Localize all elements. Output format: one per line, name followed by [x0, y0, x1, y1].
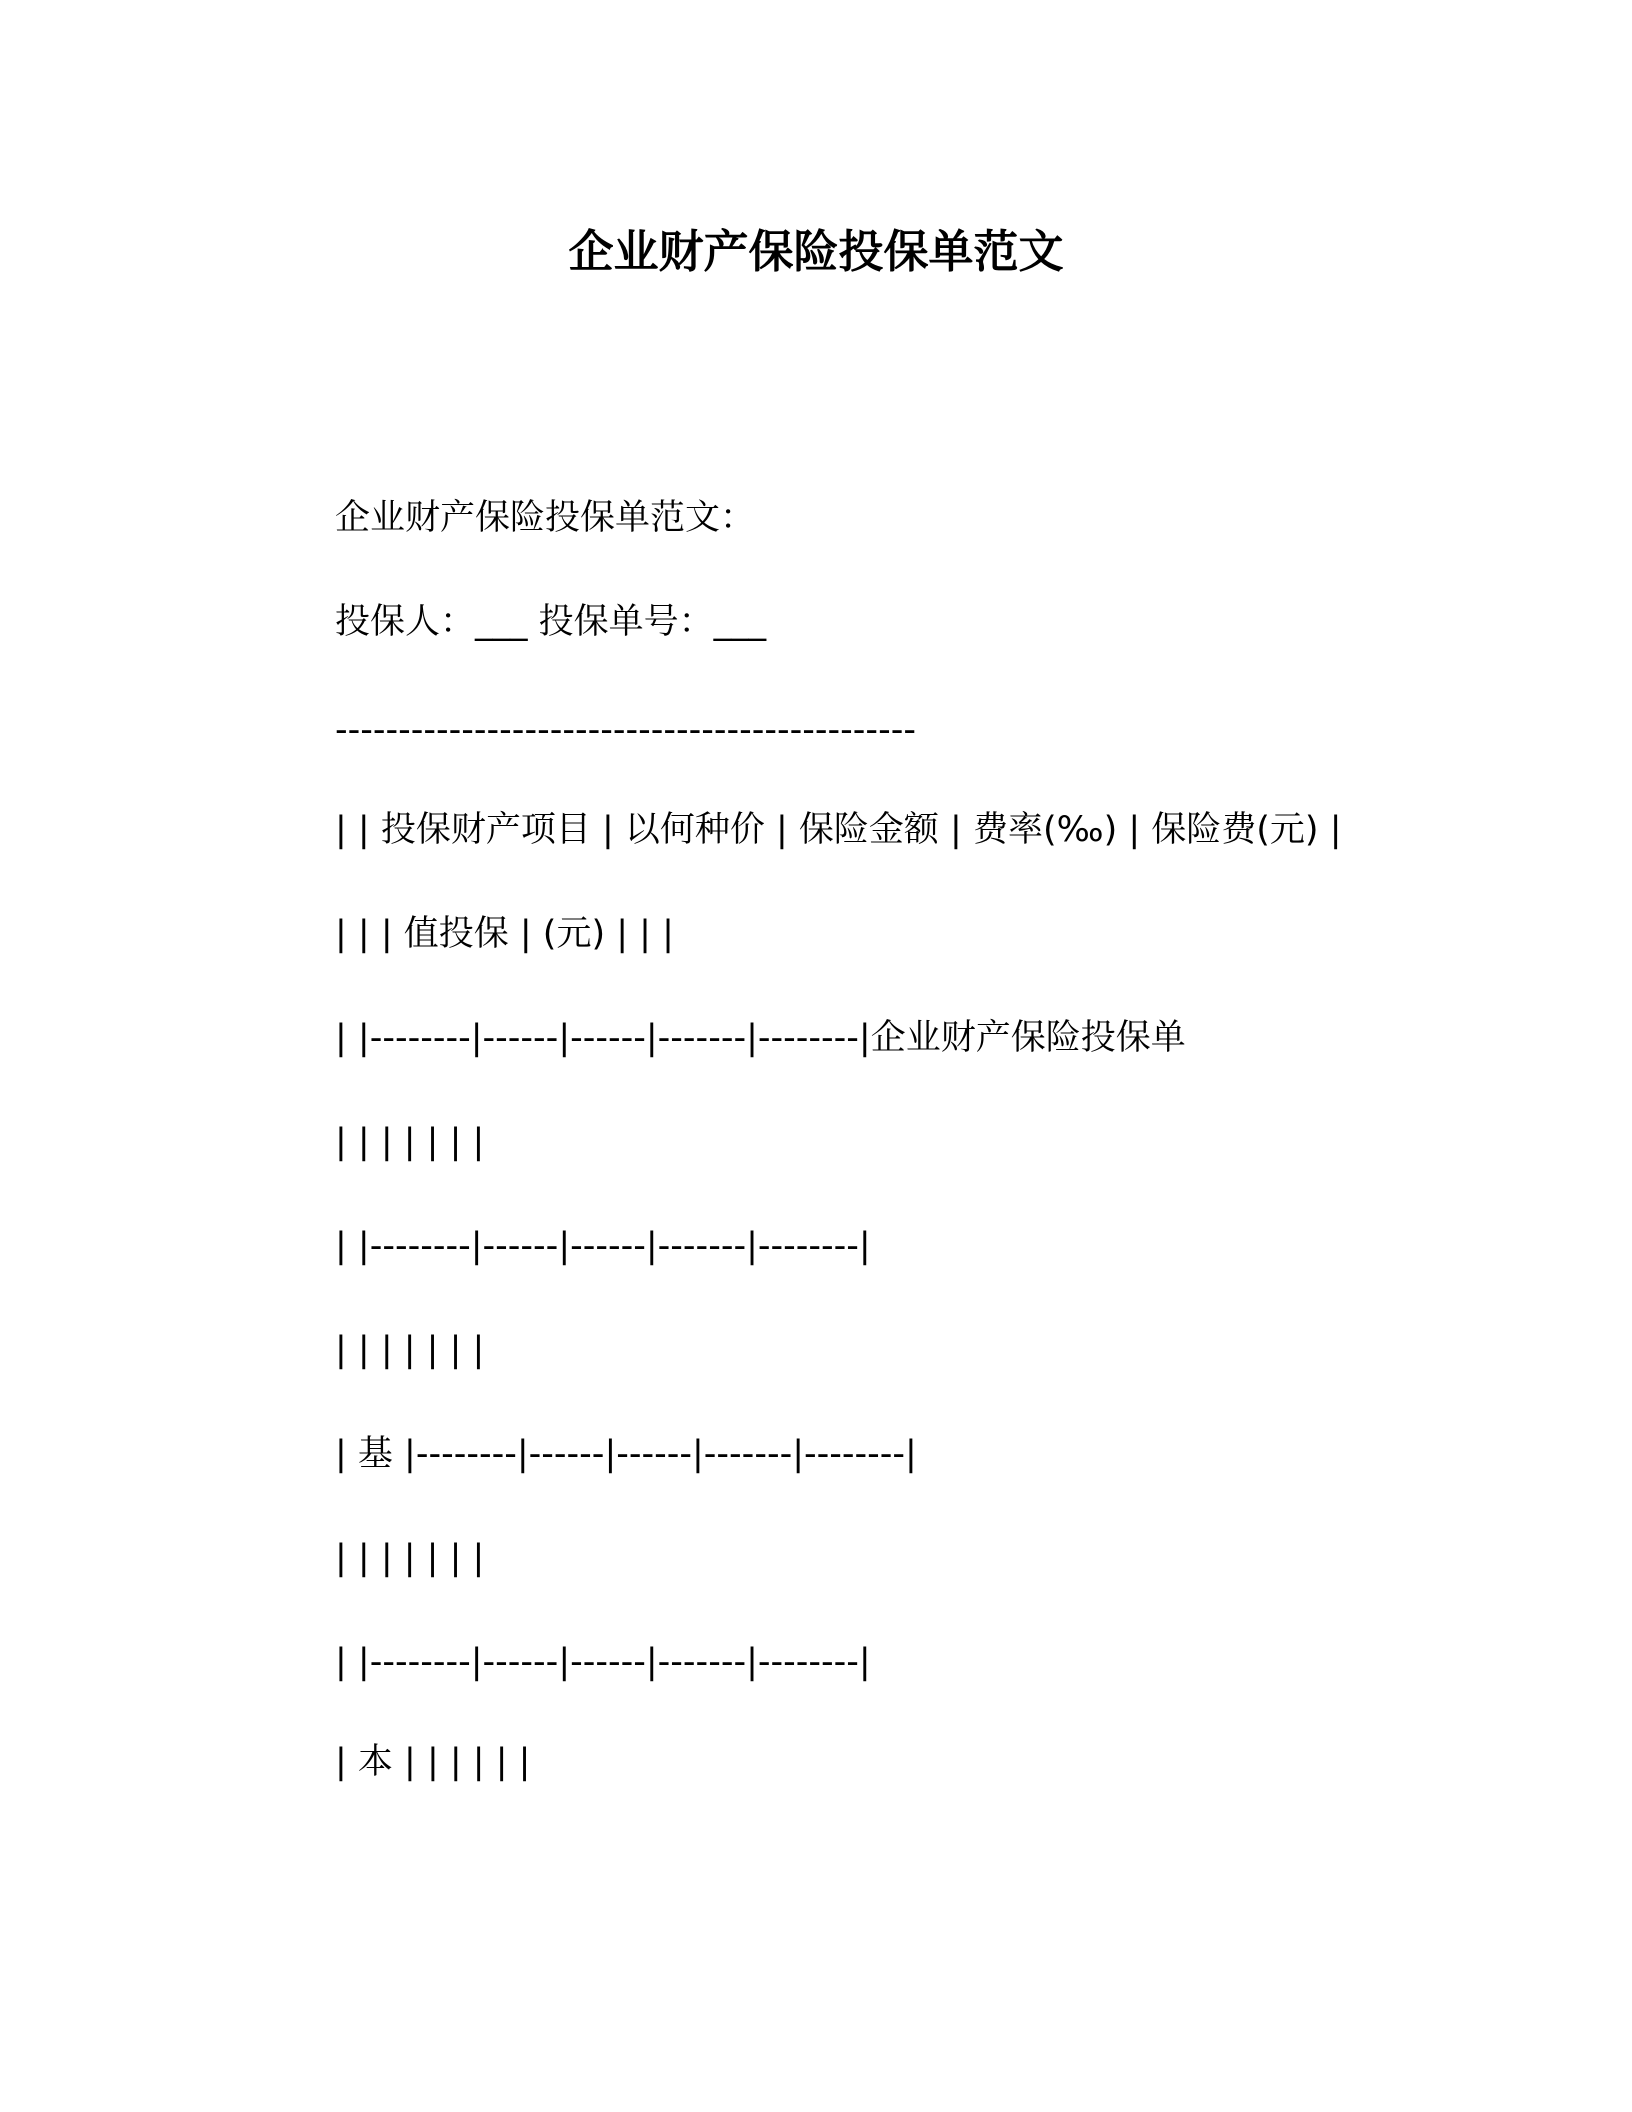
table-header-row-2: | | | 值投保 | (元) | | | [335, 914, 674, 954]
table-row: | | | | | | | [335, 1538, 485, 1578]
table-divider-row: | |--------|------|------|-------|--------| [335, 1226, 871, 1266]
table-divider-row: | |--------|------|------|-------|--------|企业财产保险投保单 [335, 1018, 1186, 1058]
table-row: | 本 | | | | | | [335, 1742, 531, 1782]
applicant-line: 投保人：___ 投保单号：___ [335, 602, 767, 642]
intro-line: 企业财产保险投保单范文： [335, 498, 756, 538]
table-row: | | | | | | | [335, 1330, 485, 1370]
separator-line: ---------------------------------------------- [335, 710, 916, 750]
page-title: 企业财产保险投保单范文 [568, 225, 1064, 278]
table-divider-row: | 基 |--------|------|------|-------|--------| [335, 1434, 917, 1474]
table-row: | | | | | | | [335, 1122, 485, 1162]
table-header-row: | | 投保财产项目 | 以何种价 | 保险金额 | 费率(‰) | 保险费(元) | [335, 810, 1342, 850]
table-divider-row: | |--------|------|------|-------|--------| [335, 1642, 871, 1682]
